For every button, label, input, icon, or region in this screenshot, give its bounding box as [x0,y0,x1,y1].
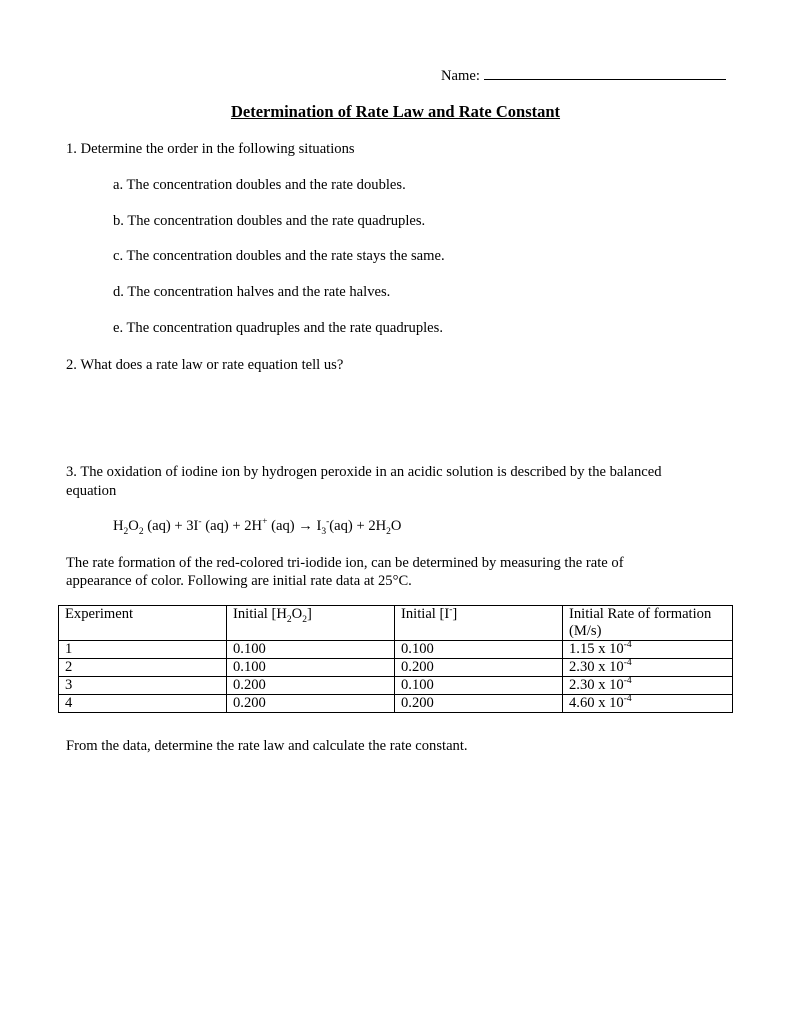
question-1-item-a: a. The concentration doubles and the rate doubles. [113,177,406,193]
page-title: Determination of Rate Law and Rate Constant [230,102,561,121]
question-1-prompt: 1. Determine the order in the following situations [66,141,355,157]
table-header-row [59,606,733,641]
name-field [441,66,726,85]
table-row: 4 0.200 0.200 4.60 x $10^{-4}$ [59,695,733,713]
reaction-arrow-icon: → [298,518,313,534]
header-h2o2: Initial $[H_2O_2]$ [227,606,395,641]
table-row: 1 0.100 0.100 1.15 x $10^{-4}$ [59,641,733,659]
table-row: 3 0.200 0.100 2.30 x $10^{-4}$ [59,677,733,695]
header-experiment: Experiment [59,606,227,641]
question-1-item-e: e. The concentration quadruples and the rate quadruples. [113,320,443,336]
name-blank-line[interactable] [484,66,726,80]
question-2-prompt: 2. What does a rate law or rate equation tell us? [66,357,344,373]
header-iodide: Initial [I-] [395,606,563,641]
initial-rate-table [58,605,733,713]
question-3-paragraph-line-2: appearance of color. Following are initial rate data at 25°C. [66,573,412,589]
balanced-equation: $H_2O_2$ (aq) + 3I- (aq) + 2H+ $(aq) \to I_3^-(aq) + 2H_2O$ [113,517,402,537]
table-row: 2 0.100 0.200 2.30 x $10^{-4}$ [59,659,733,677]
question-3-paragraph-line-1: The rate formation of the red-colored tri-iodide ion, can be determined by measuring the rate of [66,555,624,571]
question-1-item-c: c. The concentration doubles and the rate stays the same. [113,248,445,264]
question-3-closing: From the data, determine the rate law and calculate the rate constant. [66,738,468,754]
question-3-line-1: 3. The oxidation of iodine ion by hydrogen peroxide in an acidic solution is described by the balanced [66,464,662,480]
name-label: Name: [441,68,480,84]
header-rate: Initial Rate of formation (M/s) [563,606,733,641]
question-3-line-2: equation [66,483,117,499]
question-1-item-d: d. The concentration halves and the rate halves. [113,284,391,300]
question-1-item-b: b. The concentration doubles and the rate quadruples. [113,213,426,229]
